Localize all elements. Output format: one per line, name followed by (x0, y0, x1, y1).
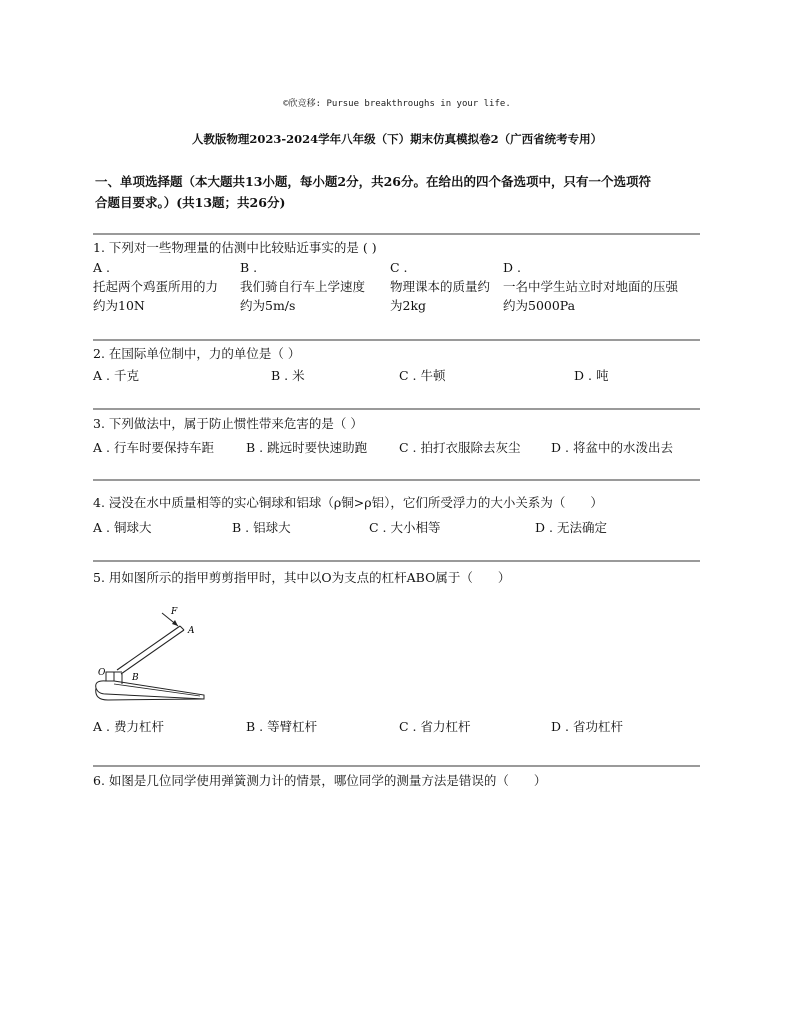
option-a[interactable]: A . 行车时要保持车距 (93, 440, 214, 455)
question-stem: 4. 浸没在水中质量相等的实心铜球和铝球（ρ铜>ρ铝），它们所受浮力的大小关系为（ ） (93, 495, 603, 510)
question-divider (93, 560, 700, 562)
option-text: 一名中学生站立时对地面的压强 (503, 279, 679, 294)
option-list (93, 258, 703, 318)
option-c[interactable]: C . 拍打衣服除去灰尘 (399, 440, 521, 455)
question-5 (93, 568, 703, 588)
option-list (93, 518, 703, 538)
label-a: A (188, 626, 195, 636)
question-divider (93, 479, 700, 481)
option-label: C . (390, 260, 408, 275)
option-d[interactable]: D . 吨 (574, 368, 609, 383)
option-c[interactable]: C . 牛顿 (399, 368, 446, 383)
option-label: B . (240, 260, 258, 275)
option-a[interactable] (93, 258, 218, 315)
question-3 (93, 414, 703, 458)
question-1 (93, 238, 703, 318)
option-list (93, 717, 703, 737)
arrow-head-icon (172, 620, 178, 626)
option-list (93, 366, 703, 386)
option-a[interactable]: A . 千克 (93, 368, 139, 383)
question-divider (93, 339, 700, 341)
option-text: 我们骑自行车上学速度 (240, 279, 366, 294)
option-label: A . (93, 260, 110, 275)
question-divider (93, 233, 700, 235)
label-o: O (98, 668, 106, 678)
question-2 (93, 344, 703, 386)
label-b: B (132, 673, 139, 683)
option-text: 托起两个鸡蛋所用的力 (93, 279, 219, 294)
question-divider (93, 408, 700, 410)
option-d[interactable]: D . 无法确定 (535, 520, 607, 535)
question-stem: 1. 下列对一些物理量的估测中比较贴近事实的是 ( ) (93, 240, 377, 255)
option-c[interactable]: C . 省力杠杆 (399, 719, 471, 734)
option-b[interactable]: B . 等臂杠杆 (246, 719, 318, 734)
option-label: D . (503, 260, 521, 275)
question-stem: 3. 下列做法中，属于防止惯性带来危害的是（ ） (93, 416, 363, 431)
option-c[interactable] (390, 258, 490, 315)
question-stem: 5. 用如图所示的指甲剪剪指甲时，其中以O为支点的杠杆ABO属于（ ） (93, 570, 511, 585)
section-heading-line-1: 一、单项选择题（本大题共13小题，每小题2分，共26分。在给出的四个备选项中，只有一个选项符 (95, 174, 651, 189)
nail-clipper-figure (92, 604, 212, 704)
option-d[interactable]: D . 将盆中的水泼出去 (551, 440, 673, 455)
lever-arm-upper (117, 626, 180, 670)
label-f: F (171, 607, 178, 617)
option-d[interactable]: D . 省功杠杆 (551, 719, 623, 734)
option-b[interactable] (240, 258, 365, 315)
page-header: ©欣竞移: Pursue breakthroughs in your life. (283, 99, 511, 109)
question-6 (93, 771, 703, 791)
section-heading-line-2: 合题目要求。）(共13题；共26分) (95, 195, 286, 210)
section-heading (95, 171, 705, 213)
exam-title: 人教版物理2023-2024学年八年级（下）期末仿真模拟卷2（广西省统考专用） (191, 132, 603, 146)
question-divider (93, 765, 700, 767)
option-a[interactable]: A . 费力杠杆 (93, 719, 164, 734)
clipper-inner-line (114, 684, 200, 696)
question-4 (93, 493, 703, 538)
pivot-post (106, 672, 114, 681)
lever-arm-lower (121, 630, 184, 674)
option-text: 约为5000Pa (503, 298, 576, 313)
option-list (93, 438, 703, 458)
option-d[interactable] (503, 258, 678, 315)
question-5-options (93, 717, 703, 737)
option-text: 物理课本的质量约 (390, 279, 491, 294)
lever-end (180, 626, 184, 630)
question-stem: 6. 如图是几位同学使用弹簧测力计的情景，哪位同学的测量方法是错误的（ ） (93, 773, 547, 788)
option-b[interactable]: B . 铝球大 (232, 520, 291, 535)
clipper-body (96, 681, 204, 699)
option-b[interactable]: B . 米 (271, 368, 305, 383)
option-text: 约为5m/s (240, 298, 296, 313)
option-text: 为2kg (390, 298, 427, 313)
option-c[interactable]: C . 大小相等 (369, 520, 441, 535)
option-text: 约为10N (93, 298, 145, 313)
option-a[interactable]: A . 铜球大 (93, 520, 152, 535)
question-stem: 2. 在国际单位制中，力的单位是（ ） (93, 346, 301, 361)
option-b[interactable]: B . 跳远时要快速助跑 (246, 440, 368, 455)
